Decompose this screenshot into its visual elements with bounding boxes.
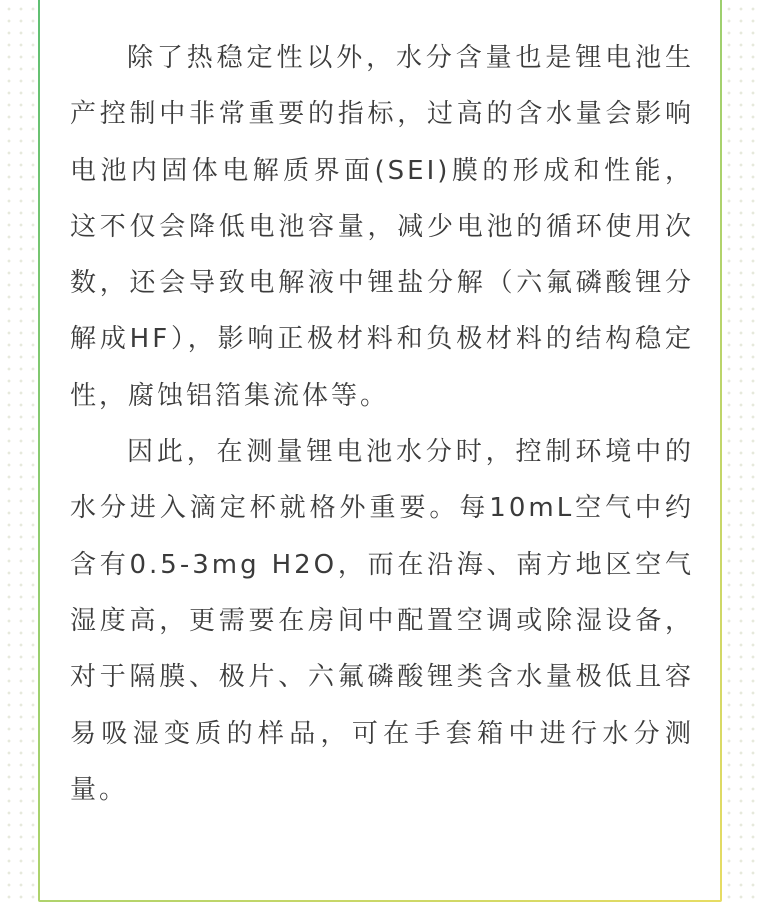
paragraph-moisture-impact: 除了热稳定性以外，水分含量也是锂电池生产控制中非常重要的指标，过高的含水量会影响电池内固体电解质界面(SEI)膜的形成和性能，这不仅会降低电池容量，减少电池的循环使用次数，还会导致电解液中锂盐分解（六氟磷酸锂分解成HF），影响正极材料和负极材料的结构稳定性，腐蚀铝箔集流体等。 [70, 43, 694, 411]
paragraph-environment-control: 因此，在测量锂电池水分时，控制环境中的水分进入滴定杯就格外重要。每10mL空气中约含有0.5-3mg H2O，而在沿海、南方地区空气湿度高，更需要在房间中配置空调或除湿设备，对于隔膜、极片、六氟磷酸锂类含水量极低且容易吸湿变质的样品，可在手套箱中进行水分测量。 [70, 437, 694, 805]
article-body [70, 30, 694, 818]
